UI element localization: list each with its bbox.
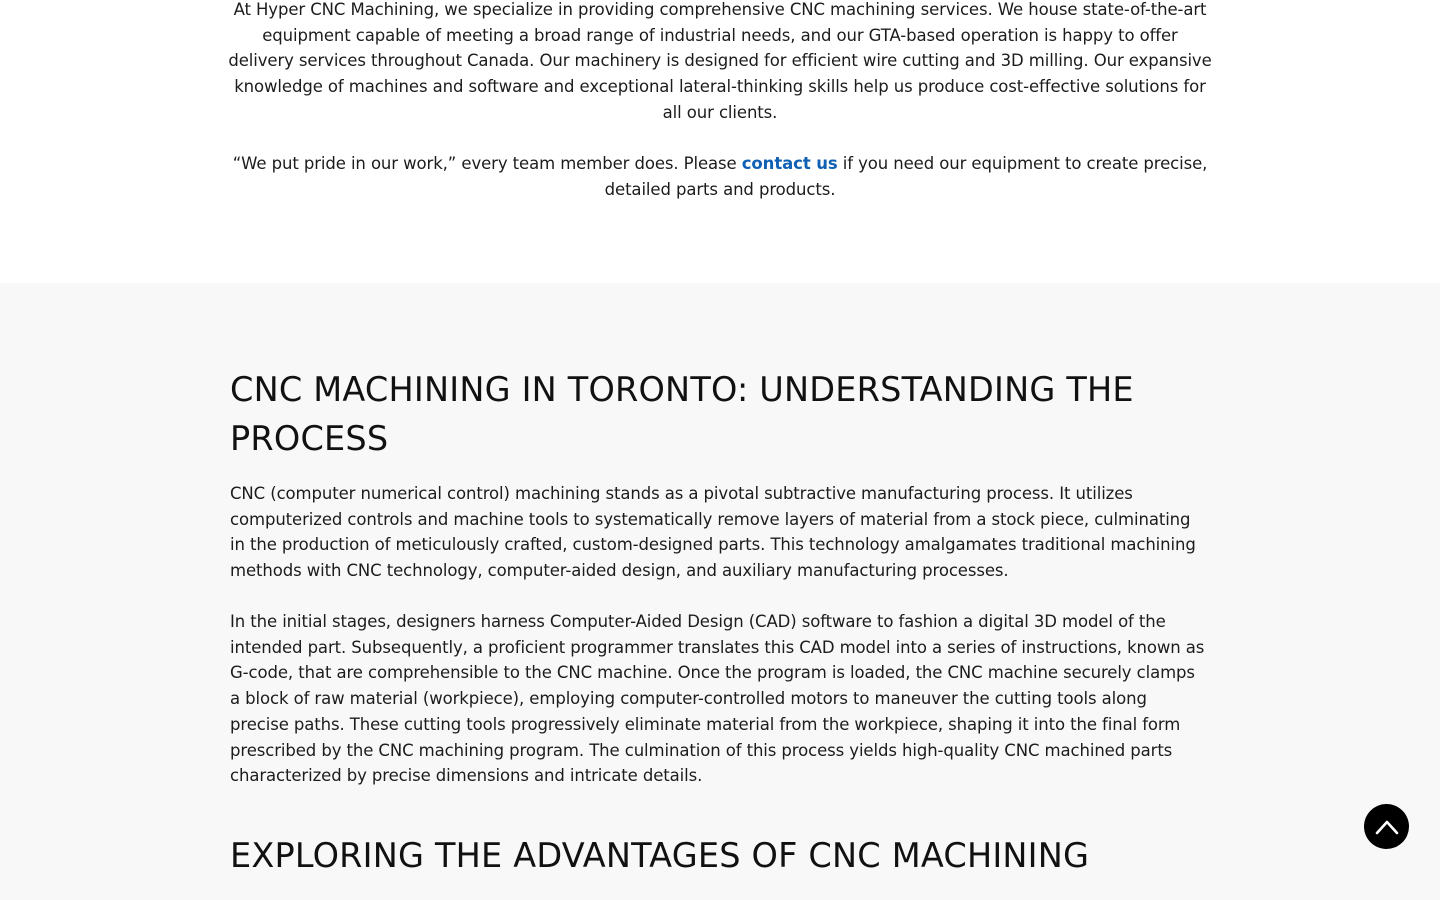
chevron-up-icon xyxy=(1375,819,1399,835)
intro-paragraph: At Hyper CNC Machining, we specialize in providing comprehensive CNC machining services. We house state-of-the-art equipment capable of meeting a broad range of industrial needs, and our GTA-based operation is happy to offer delivery services throughout Canada. Our machinery is designed for efficient wire cutting and 3D milling. Our expansive knowledge of machines and software and exceptional lateral-thinking skills help us produce cost-effective solutions for all our clients. xyxy=(228,0,1212,122)
intro-contact-text-after: if you need our equipment to create precise, detailed parts and products. xyxy=(604,154,1208,199)
intro-contact-paragraph xyxy=(228,151,1212,202)
intro-contact-text-before: “We put pride in our work,” every team member does. Please xyxy=(232,154,742,174)
advantages-heading: EXPLORING THE ADVANTAGES OF CNC MACHINING xyxy=(230,836,1090,875)
back-to-top-button[interactable] xyxy=(1364,804,1409,849)
process-heading: CNC MACHINING IN TORONTO: UNDERSTANDING THE PROCESS xyxy=(230,370,1134,458)
process-paragraph-1: CNC (computer numerical control) machining stands as a pivotal subtractive manufacturing process. It utilizes computerized controls and machine tools to systematically remove layers of material from a stock piece, culminating in the production of meticulously crafted, custom-designed parts. This technology amalgamates traditional machining methods with CNC technology, computer-aided design, and auxiliary manufacturing processes. xyxy=(230,484,1196,581)
intro-text-block xyxy=(228,0,1212,228)
process-paragraph-2: In the initial stages, designers harness Computer-Aided Design (CAD) software to fashion a digital 3D model of the intended part. Subsequently, a proficient programmer translates this CAD model into a series of instructions, known as G-code, that are comprehensible to the CNC machine. Once the program is loaded, the CNC machine securely clamps a block of raw material (workpiece), employing computer-controlled motors to maneuver the cutting tools along precise paths. These cutting tools progressively eliminate material from the workpiece, shaping it into the final form prescribed by the CNC machining program. The culmination of this process yields high-quality CNC machined parts characterized by precise dimensions and intricate details. xyxy=(230,612,1205,786)
contact-us-link[interactable]: contact us xyxy=(741,154,838,174)
intro-section xyxy=(0,0,1440,283)
process-section xyxy=(0,283,1440,900)
